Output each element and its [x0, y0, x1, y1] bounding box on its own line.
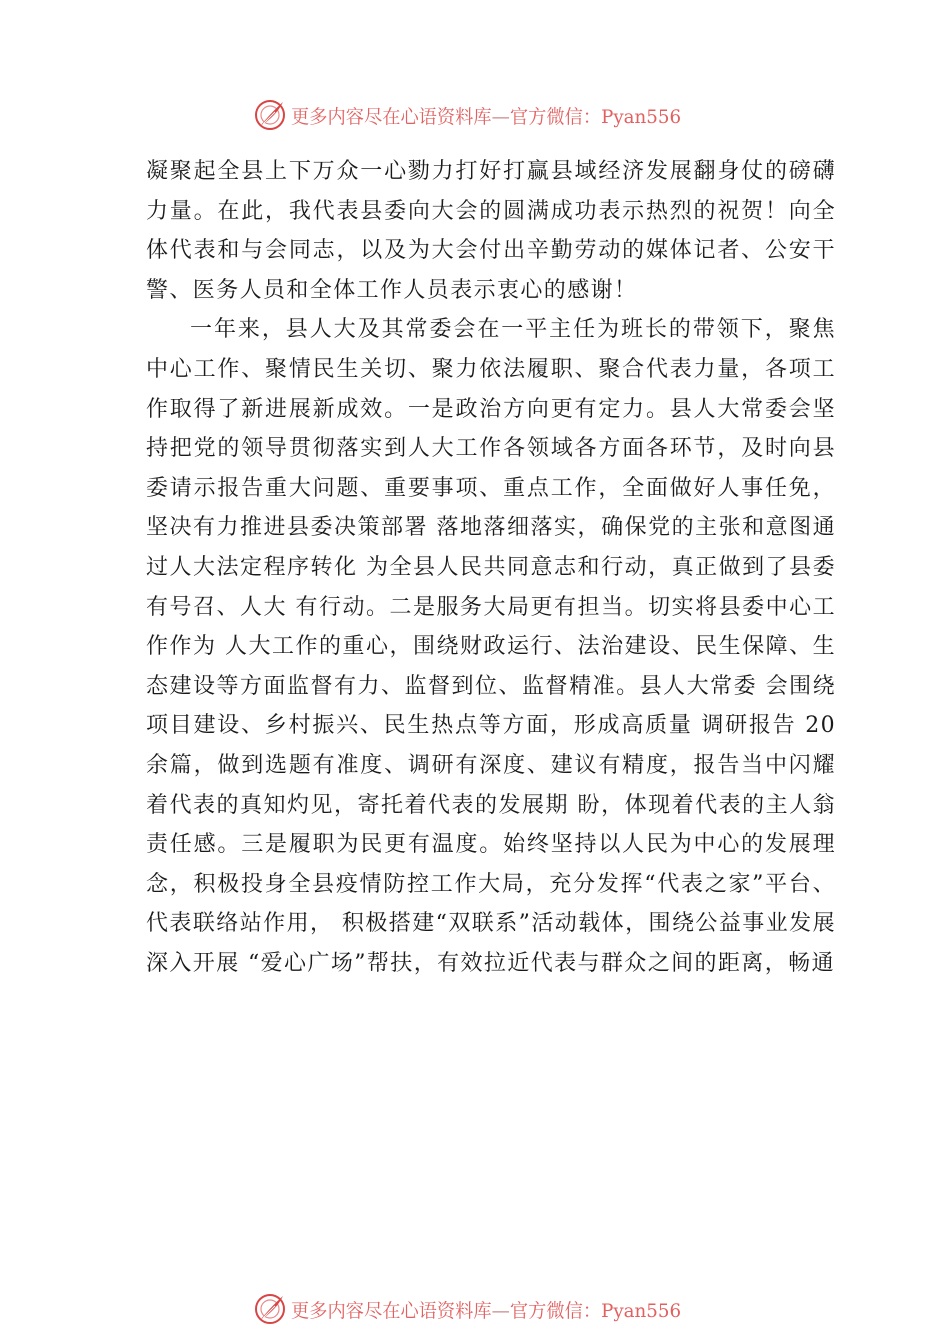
- header-watermark-banner: [0, 95, 950, 135]
- quill-pen-seal-icon: [253, 98, 287, 132]
- footer-banner-wechat: 官方微信：Pyan556: [509, 1299, 681, 1322]
- footer-banner-separator: —: [491, 1299, 510, 1322]
- document-body: [146, 152, 836, 983]
- header-banner-separator: —: [491, 105, 510, 128]
- footer-banner-brand: 更多内容尽在心语资料库: [290, 1299, 492, 1322]
- paragraph-annual-review: 一年来，县人大及其常委会在一平主任为班长的带领下，聚焦中心工作、聚情民生关切、聚力依法履职、聚合代表力量，各项工作取得了新进展新成效。一是政治方向更有定力。县人大常委会坚持把党的领导贯彻落实到人大工作各领域各方面各环节，及时向县委请示报告重大问题、重要事项、重点工作，全面做好人事任免，坚决有力推进县委决策部署 落地落细落实，确保党的主张和意图通过人大法定程序转化 为全县人民共同意志和行动，真正做到了县委有号召、人大 有行动。二是服务大局更有担当。切实将县委中心工作作为 人大工作的重心，围绕财政运行、法治建设、民生保障、生 态建设等方面监督有力、监督到位、监督精准。县人大常委 会围绕项目建设、乡村振兴、民生热点等方面，形成高质量 调研报告 20 余篇，做到选题有准度、调研有深度、建议有精度，报告当中闪耀着代表的真知灼见，寄托着代表的发展期 盼，体现着代表的主人翁责任感。三是履职为民更有温度。始终坚持以人民为中心的发展理念，积极投身全县疫情防控工作大局，充分发挥“代表之家”平台、代表联络站作用， 积极搭建“双联系”活动载体，围绕公益事业发展深入开展 “爱心广场”帮扶，有效拉近代表与群众之间的距离，畅通: [146, 317, 836, 976]
- header-banner-brand: 更多内容尽在心语资料库: [290, 105, 492, 128]
- paragraph-continuation: 凝聚起全县上下万众一心勠力打好打赢县域经济发展翻身仗的磅礴力量。在此，我代表县委向大会的圆满成功表示热烈的祝贺！向全体代表和与会同志，以及为大会付出辛勤劳动的媒体记者、公安干警、医务人员和全体工作人员表示衷心的感谢！: [146, 159, 836, 303]
- header-banner-wechat: 官方微信：Pyan556: [509, 105, 681, 128]
- footer-watermark-banner: [0, 1289, 950, 1329]
- header-banner-text: [291, 102, 681, 129]
- quill-pen-seal-icon: [253, 1292, 287, 1326]
- footer-banner-text: [291, 1296, 681, 1323]
